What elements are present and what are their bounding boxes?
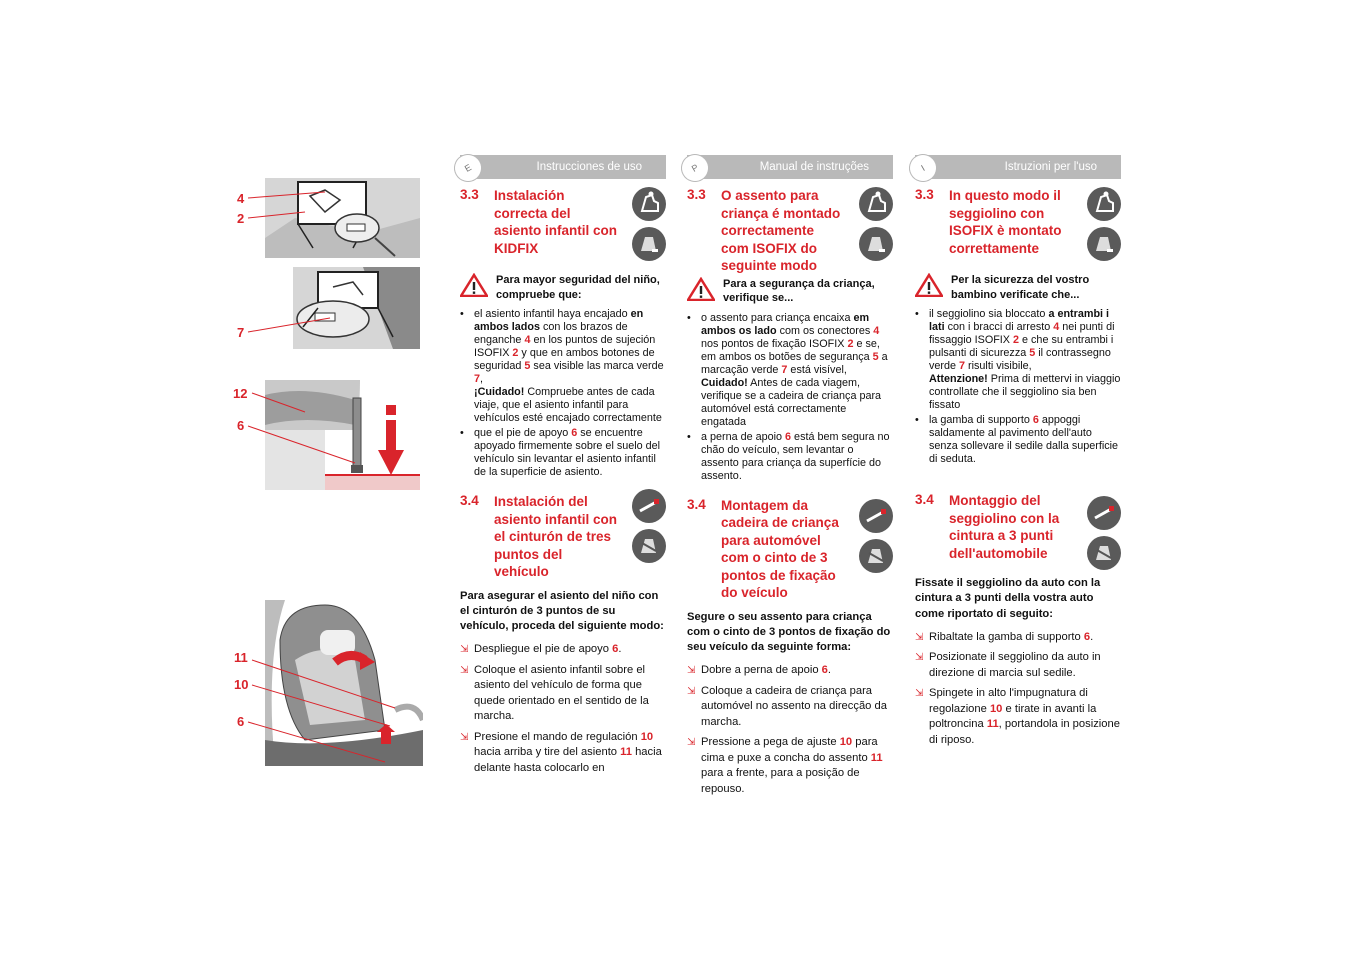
section-title: Instalación correcta del asiento infantil con KIDFIX [494, 188, 618, 256]
language-tag: I [904, 149, 942, 187]
column-portuguese [687, 155, 893, 802]
header-title: Manual de instruções [759, 161, 869, 173]
callout-7: 7 [237, 325, 245, 340]
warning-text: Per la sicurezza del vostro bambino verificate che... [951, 274, 1090, 301]
list-item: • il seggiolino sia bloccato a entrambi i lati con i bracci di arresto 4 nei punti di fissaggio ISOFIX 2 e che su entrambi i pulsanti di sicurezza 5 il contrassegno verde 7 risulti visibile, Attenzione! Prima di mettervi in viaggio controllate che il seggiolino sia ben fissato [915, 308, 1121, 412]
isofix-seat-icon [1087, 227, 1121, 261]
check-list [915, 308, 1121, 466]
callout-6-top: 6 [237, 418, 245, 433]
section-3-3 [915, 187, 1121, 259]
forward-facing-seat-icon [632, 187, 666, 221]
callout-12: 12 [233, 386, 248, 401]
list-item: ⇲ Coloque a cadeira de criança para automóvel no assento na direcção da marcha. [687, 684, 893, 731]
steps-list [460, 642, 666, 776]
warning-triangle-icon [687, 277, 715, 301]
list-item: ⇲ Despliegue el pie de apoyo 6. [460, 642, 666, 658]
list-item: ⇲ Spingete in alto l'impugnatura di regolazione 10 e tirate in avanti la poltroncina 11, portandola in posizione di riposo. [915, 686, 1121, 748]
section-number: 3.3 [915, 187, 934, 202]
list-item: ⇲ Dobre a perna de apoio 6. [687, 663, 893, 679]
header-title: Instrucciones de uso [536, 161, 642, 173]
steps-list [915, 630, 1121, 749]
column-spanish [460, 155, 666, 781]
steps-intro: Para asegurar el asiento del niño con el cinturón de 3 puntos de su vehículo, proceda del siguiente modo: [460, 589, 664, 633]
list-item: ⇲ Coloque el asiento infantil sobre el asiento del vehículo de forma que quede orientado en el sentido de la marcha. [460, 663, 666, 725]
section-number: 3.3 [460, 187, 479, 202]
language-tag: E [449, 149, 487, 187]
section-number: 3.4 [915, 492, 934, 507]
warning-block [460, 273, 666, 302]
section-3-4 [460, 493, 666, 581]
section-3-4 [915, 492, 1121, 564]
list-item: ⇲ Pressione a pega de ajuste 10 para cima e puxe a concha do assento 11 para a frente, para a posição de repouso. [687, 735, 893, 797]
forward-facing-seat-icon [859, 187, 893, 221]
column-header [460, 155, 666, 179]
belt-icon [632, 489, 666, 523]
list-item: • la gamba di supporto 6 appoggi saldamente al pavimento dell'auto senza sollevare il sedile dalla superficie di seduta. [915, 414, 1121, 466]
list-item: ⇲ Presione el mando de regulación 10 hacia arriba y tire del asiento 11 hacia delante hasta colocarlo en [460, 730, 666, 777]
belt-icon [859, 499, 893, 533]
check-list [460, 308, 666, 479]
list-item: ⇲ Ribaltate la gamba di supporto 6. [915, 630, 1121, 646]
belt-icon [1087, 496, 1121, 530]
section-title: Montagem da cadeira de criança para automóvel com o cinto de 3 pontos de fixação do veículo [721, 497, 839, 600]
belted-seat-icon [1087, 536, 1121, 570]
column-header [915, 155, 1121, 179]
list-item: ⇲ Posizionate il seggiolino da auto in direzione di marcia sul sedile. [915, 650, 1121, 681]
callout-11: 11 [234, 650, 248, 665]
callout-leader-lines [230, 180, 430, 780]
callout-10: 10 [234, 677, 249, 692]
section-title: Instalación del asiento infantil con el cinturón de tres puntos del vehículo [494, 494, 618, 579]
warning-triangle-icon [915, 273, 943, 297]
callout-6-bottom: 6 [237, 714, 245, 729]
list-item: • o assento para criança encaixa em ambos os lado com os conectores 4 nos pontos de fixação ISOFIX 2 e se, em ambos os botões de segurança 5 a marcação verde 7 está visível, Cuidado! Antes de cada viagem, verifique se a cadeira de criança para automóvel está correctamente engatada [687, 312, 893, 429]
check-list [687, 312, 893, 483]
section-number: 3.3 [687, 187, 706, 202]
section-3-3 [687, 187, 893, 275]
steps-intro: Segure o seu assento para criança com o cinto de 3 pontos de fixação do seu veículo da seguinte forma: [687, 610, 891, 654]
list-item: • el asiento infantil haya encajado en ambos lados con los brazos de enganche 4 en los puntos de sujeción ISOFIX 2 y que en ambos botones de seguridad 5 sea visible las marca verde 7, ¡Cuidado! Compruebe antes de cada viaje, que el asiento infantil para vehículos esté encajado correctamente [460, 308, 666, 425]
warning-block [687, 277, 893, 306]
column-header [687, 155, 893, 179]
warning-text: Para mayor seguridad del niño, compruebe que: [496, 274, 660, 301]
callout-2: 2 [237, 211, 245, 226]
warning-block [915, 273, 1121, 302]
warning-triangle-icon [460, 273, 488, 297]
section-3-3 [460, 187, 666, 259]
section-title: In questo modo il seggiolino con ISOFIX è montato correttamente [949, 188, 1062, 256]
callout-4: 4 [237, 191, 245, 206]
section-title: Montaggio del seggiolino con la cintura a 3 punti dell'automobile [949, 493, 1060, 561]
belted-seat-icon [632, 529, 666, 563]
steps-list [687, 663, 893, 797]
steps-intro: Fissate il seggiolino da auto con la cintura a 3 punti della vostra auto come riportato di seguito: [915, 577, 1101, 620]
section-title: O assento para criança é montado correctamente com ISOFIX do seguinte modo [721, 188, 841, 273]
header-title: Istruzioni per l'uso [1004, 161, 1097, 173]
isofix-seat-icon [859, 227, 893, 261]
list-item: • a perna de apoio 6 está bem segura no chão do veículo, sem levantar o assento para criança da superfície do assento. [687, 431, 893, 483]
isofix-seat-icon [632, 227, 666, 261]
section-3-4 [687, 497, 893, 602]
warning-text: Para a segurança da criança, verifique se... [723, 277, 875, 304]
section-number: 3.4 [687, 496, 706, 512]
forward-facing-seat-icon [1087, 187, 1121, 221]
language-tag: P [676, 149, 714, 187]
list-item: • que el pie de apoyo 6 se encuentre apoyado firmemente sobre el suelo del vehículo sin levantar el asiento infantil de la superficie de asiento. [460, 427, 666, 479]
section-number: 3.4 [460, 493, 479, 508]
column-italian [915, 155, 1121, 753]
belted-seat-icon [859, 539, 893, 573]
